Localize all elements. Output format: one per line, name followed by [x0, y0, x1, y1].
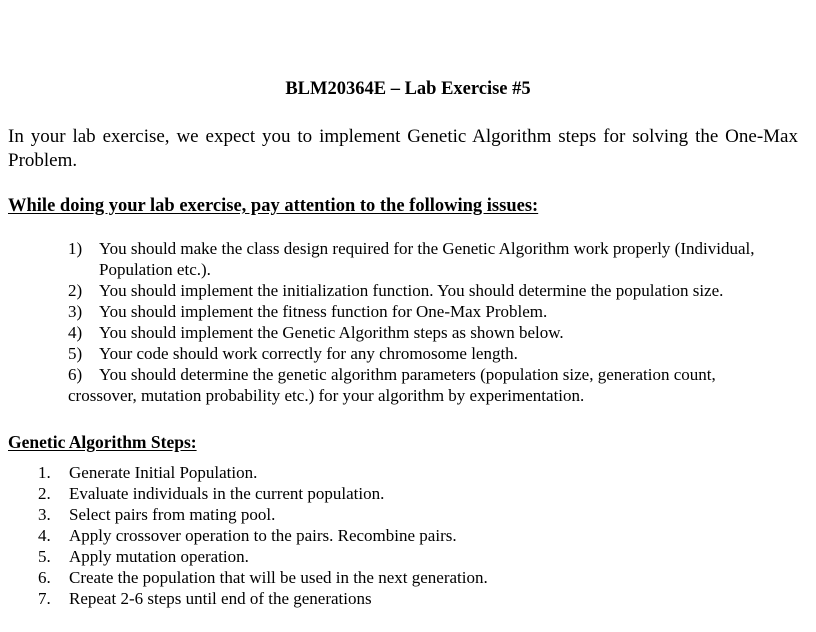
step-text: Repeat 2-6 steps until end of the generations: [69, 589, 372, 608]
step-text: Apply mutation operation.: [69, 547, 249, 566]
document-title: BLM20364E – Lab Exercise #5: [285, 79, 531, 99]
issue-number: 5): [68, 344, 83, 363]
step-item: [0, 483, 816, 504]
issue-number: 3): [68, 302, 83, 321]
issue-item: [0, 322, 816, 343]
step-number: 4.: [38, 526, 51, 545]
step-text: Generate Initial Population.: [69, 463, 258, 482]
issue-item: [0, 364, 816, 406]
steps-list: [0, 462, 816, 609]
issue-number: 2): [68, 281, 83, 300]
step-number: 5.: [38, 547, 51, 566]
step-item: [0, 546, 816, 567]
issue-item: [0, 238, 816, 280]
step-item: [0, 525, 816, 546]
issue-number: 4): [68, 323, 83, 342]
step-text: Create the population that will be used in the next generation.: [69, 568, 488, 587]
step-text: Apply crossover operation to the pairs. Recombine pairs.: [69, 526, 457, 545]
step-number: 7.: [38, 589, 51, 608]
issue-item: [0, 301, 816, 322]
step-item: [0, 462, 816, 483]
issue-text: You should determine the genetic algorithm parameters (population size, generation count,: [99, 365, 716, 384]
issue-number: 6): [68, 365, 83, 384]
step-item: [0, 588, 816, 609]
issue-text: You should make the class design required for the Genetic Algorithm work properly (Individual, Population etc.).: [99, 239, 755, 279]
issue-text: Your code should work correctly for any chromosome length.: [99, 344, 518, 363]
issue-text: You should implement the Genetic Algorithm steps as shown below.: [99, 323, 564, 342]
step-number: 1.: [38, 463, 51, 482]
step-number: 2.: [38, 484, 51, 503]
issues-list: [0, 238, 816, 406]
step-number: 6.: [38, 568, 51, 587]
step-item: [0, 567, 816, 588]
issue-item: [0, 343, 816, 364]
issue-text: You should implement the initialization function. You should determine the population size.: [99, 281, 724, 300]
step-text: Evaluate individuals in the current population.: [69, 484, 385, 503]
issue-text-continuation: crossover, mutation probability etc.) for your algorithm by experimentation.: [68, 386, 585, 405]
issue-text: You should implement the fitness function for One-Max Problem.: [99, 302, 548, 321]
issues-heading: While doing your lab exercise, pay attention to the following issues:: [8, 196, 539, 216]
issue-number: 1): [68, 239, 83, 258]
step-item: [0, 504, 816, 525]
issue-item: [0, 280, 816, 301]
step-text: Select pairs from mating pool.: [69, 505, 276, 524]
steps-heading: Genetic Algorithm Steps:: [8, 432, 197, 452]
intro-paragraph: In your lab exercise, we expect you to implement Genetic Algorithm steps for solving the One-Max Problem.: [8, 126, 798, 171]
step-number: 3.: [38, 505, 51, 524]
